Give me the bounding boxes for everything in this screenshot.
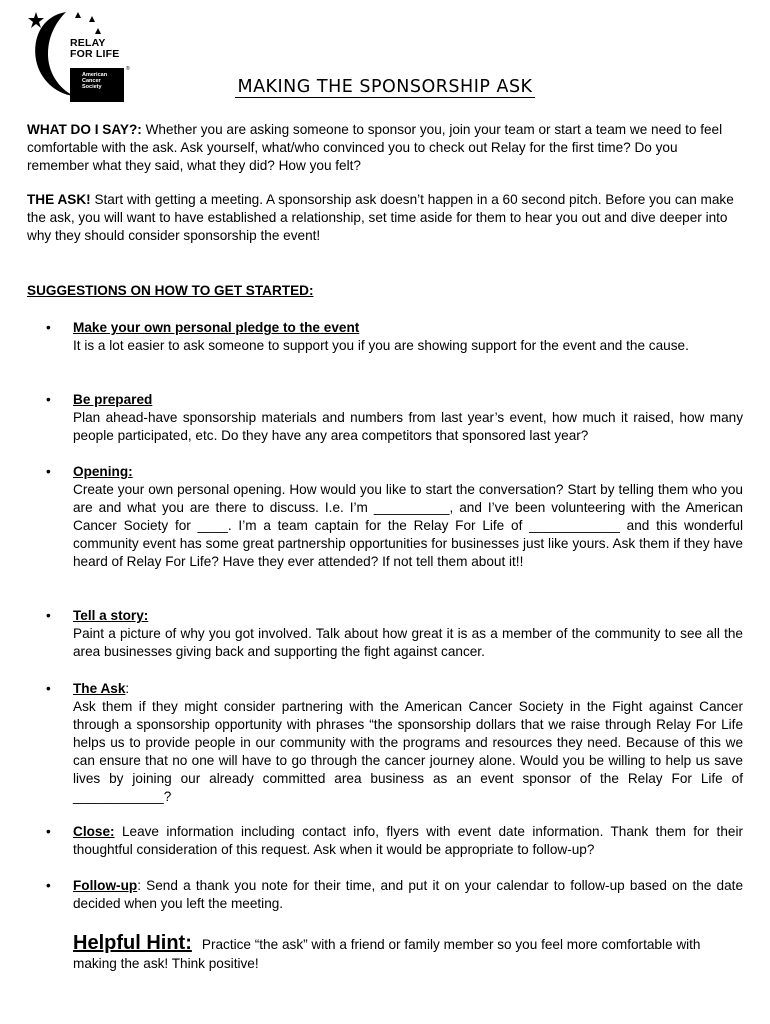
item-separator: :	[137, 878, 147, 893]
registered-mark: ®	[126, 66, 130, 72]
suggestions-heading: SUGGESTIONS ON HOW TO GET STARTED:	[27, 283, 314, 298]
page-title	[0, 77, 770, 97]
item-separator	[115, 824, 122, 839]
bullet-icon: •	[46, 320, 51, 335]
helpful-hint	[73, 934, 743, 973]
the-ask-text: Start with getting a meeting. A sponsorship ask doesn’t happen in a 60 second pitch. Before you can make the ask, you will want to have established a relationship, set time aside for them to hear you out and dive deeper into why they should consider sponsorship the event!	[27, 192, 734, 243]
acs-line-1: American	[82, 72, 108, 78]
item-text: Plan ahead-have sponsorship materials and numbers from last year’s event, how much it raised, how many people participated, etc. Do they have any area competitors that sponsored last year?	[73, 410, 743, 443]
item-title: Follow-up	[73, 878, 138, 893]
helpful-hint-label: Helpful Hint:	[73, 932, 192, 954]
logo-line-1: RELAY	[70, 37, 106, 49]
item-text: Paint a picture of why you got involved. Talk about how great it is as a member of the community to see all the area businesses giving back and supporting the fight against cancer.	[73, 626, 743, 659]
what-do-i-say-text: Whether you are asking someone to sponsor you, join your team or start a team we need to feel comfortable with the ask. Ask yourself, what/who convinced you to check out Relay for the first time? Do you remember what they said, what they did? How you felt?	[27, 122, 723, 173]
bullet-icon: •	[46, 824, 51, 839]
what-do-i-say-paragraph	[27, 121, 743, 175]
item-title: Tell a story:	[73, 608, 149, 623]
item-title: Be prepared	[73, 392, 153, 407]
acs-line-2: Cancer	[82, 78, 101, 84]
acs-line-3: Society	[82, 84, 102, 90]
the-ask-paragraph	[27, 191, 743, 245]
item-text: It is a lot easier to ask someone to support you if you are showing support for the event and the cause.	[73, 338, 689, 353]
bullet-icon: •	[46, 608, 51, 623]
page-title-text: MAKING THE SPONSORSHIP ASK	[237, 77, 533, 97]
item-text: Ask them if they might consider partnering with the American Cancer Society in the Fight against Cancer through a sponsorship opportunity with phrases “the sponsorship dollars that we raise through Relay For Life helps us to provide people in our community with the programs and resources they need. Because of this we can ensure that no one will have to go through the cancer journey alone. Would you be willing to help us save lives by joining our already committed area business as an event sponsor of the Relay For Life of ____________?	[73, 699, 743, 804]
bullet-icon: •	[46, 878, 51, 893]
item-text: Create your own personal opening. How would you like to start the conversation? Start by telling them who you are and what you are there to discuss. I.e. I’m __________, and I’ve been volunteering with the American Cancer Society for ____. I’m a team captain for the Relay For Life of ____________ and this wonderful community event has some great partnership opportunities for businesses just like yours. Ask them if they have heard of Relay For Life? Have they ever attended? If not tell them about it!!	[73, 482, 743, 569]
the-ask-label: THE ASK!	[27, 192, 91, 207]
bullet-icon: •	[46, 681, 51, 696]
item-separator: :	[125, 681, 130, 696]
item-title: The Ask	[73, 681, 126, 696]
item-title: Opening:	[73, 464, 133, 479]
logo-line-2: FOR LIFE	[70, 48, 120, 60]
helpful-hint-text: Practice “the ask” with a friend or family member so you feel more comfortable with making the ask! Think positive!	[73, 937, 701, 971]
item-title: Make your own personal pledge to the event	[73, 320, 360, 335]
item-text: Leave information including contact info, flyers with event date information. Thank them for their thoughtful consideration of this request. Ask when it would be appropriate to follow-up?	[73, 824, 744, 857]
bullet-icon: •	[46, 392, 51, 407]
item-title: Close:	[73, 824, 115, 839]
item-text: Send a thank you note for their time, and put it on your calendar to follow-up based on the date decided when you left the meeting.	[73, 878, 743, 911]
bullet-icon: •	[46, 464, 51, 479]
what-do-i-say-label: WHAT DO I SAY?:	[27, 122, 142, 137]
